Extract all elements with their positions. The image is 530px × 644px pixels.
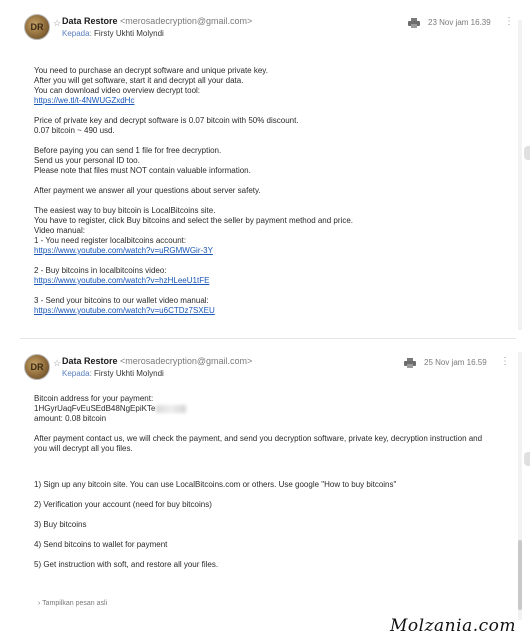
body-paragraph: [34, 146, 504, 176]
more-options-icon[interactable]: ⋮: [504, 16, 514, 27]
body-line: 0.07 bitcoin ~ 490 usd.: [34, 126, 115, 135]
body-line: Send us your personal ID too.: [34, 156, 140, 165]
step-text: 2) Verification your account (need for buy bitcoins): [34, 500, 212, 509]
body-line: you will decrypt all you files.: [34, 444, 133, 453]
body-line: Bitcoin address for your payment:: [34, 394, 154, 403]
recipient-name: Firsty Ukhti Molyndi: [94, 29, 164, 38]
message-header: [20, 8, 516, 42]
sender-email: <merosadecryption@gmail.com>: [120, 356, 253, 366]
recipient-line: [62, 29, 164, 38]
bitcoin-address[interactable]: 1HGyrUaqFvEuSEdB48NgEpiKTe: [34, 404, 156, 413]
step-text: 4) Send bitcoins to wallet for payment: [34, 540, 168, 549]
bitcoin-address-line: [34, 404, 504, 414]
youtube-link-register[interactable]: https://www.youtube.com/watch?v=uRGMWGir-3Y: [34, 246, 213, 255]
body-line: 2 - Buy bitcoins in localbitcoins video:: [34, 266, 167, 275]
recipient-name: Firsty Ukhti Molyndi: [94, 369, 164, 378]
body-line: Before paying you can send 1 file for free decryption.: [34, 146, 222, 155]
side-panel-handle[interactable]: [524, 452, 530, 466]
step-item: [34, 540, 504, 550]
step-item: [34, 560, 504, 570]
body-paragraph: [34, 296, 504, 316]
step-text: 3) Buy bitcoins: [34, 520, 87, 529]
sender-line: [62, 16, 252, 26]
show-original-link[interactable]: [38, 600, 107, 607]
body-paragraph: [34, 186, 504, 196]
scrollbar-track[interactable]: [518, 20, 522, 330]
sender-email: <merosadecryption@gmail.com>: [120, 16, 253, 26]
sender-line: [62, 356, 252, 366]
recipient-line: [62, 369, 164, 378]
email-message-1: [20, 8, 516, 330]
show-original-label: Tampilkan pesan asli: [42, 600, 108, 607]
body-line: 3 - Send your bitcoins to our wallet video manual:: [34, 296, 209, 305]
sender-avatar[interactable]: DR: [24, 354, 50, 380]
video-overview-link[interactable]: https://we.tl/t-4NWUGZxdHc: [34, 96, 135, 105]
step-item: [34, 520, 504, 530]
more-options-icon[interactable]: ⋮: [500, 356, 510, 367]
body-line: Video manual:: [34, 226, 85, 235]
side-panel-handle[interactable]: [524, 146, 530, 160]
body-line: The easiest way to buy bitcoin is LocalBitcoins site.: [34, 206, 216, 215]
scrollbar-thumb[interactable]: [518, 540, 522, 610]
message-date: 25 Nov jam 16.59: [424, 358, 487, 367]
sender-name[interactable]: Data Restore: [62, 16, 118, 26]
body-paragraph: [34, 116, 504, 136]
youtube-link-send[interactable]: https://www.youtube.com/watch?v=u6CTDz7SXEU: [34, 306, 215, 315]
body-line: You have to register, click Buy bitcoins and select the seller by payment method and price.: [34, 216, 353, 225]
body-line: After you will get software, start it and decrypt all your data.: [34, 76, 244, 85]
message-divider: [20, 338, 516, 339]
body-line: After payment contact us, we will check the payment, and send you decryption software, private key, decryption instruction and: [34, 434, 483, 443]
body-line: Please note that files must NOT contain valuable information.: [34, 166, 251, 175]
chevron-right-icon: ›: [38, 600, 41, 607]
body-line: You can download video overview decrypt tool:: [34, 86, 201, 95]
youtube-link-buy[interactable]: https://www.youtube.com/watch?v=hzHLeeU1tFE: [34, 276, 210, 285]
body-line: amount: 0.08 bitcoin: [34, 414, 107, 423]
message-body: [34, 66, 504, 326]
message-date: 23 Nov jam 16.39: [428, 18, 491, 27]
step-item: [34, 480, 504, 490]
print-icon[interactable]: [408, 18, 420, 28]
email-message-2: [20, 348, 516, 620]
redacted-blur: [156, 405, 186, 413]
message-body: [34, 394, 504, 580]
body-paragraph: [34, 206, 504, 256]
step-item: [34, 500, 504, 510]
body-paragraph: [34, 66, 504, 106]
body-paragraph: [34, 394, 504, 424]
recipient-label: Kepada:: [62, 29, 92, 38]
message-header: [20, 348, 516, 382]
star-icon[interactable]: ☆: [53, 18, 62, 28]
step-text: 5) Get instruction with soft, and restore all your files.: [34, 560, 219, 569]
sender-avatar[interactable]: DR: [24, 14, 50, 40]
sender-name[interactable]: Data Restore: [62, 356, 118, 366]
body-line: Price of private key and decrypt software is 0.07 bitcoin with 50% discount.: [34, 116, 299, 125]
print-icon[interactable]: [404, 358, 416, 368]
body-line: After payment we answer all your questions about server safety.: [34, 186, 261, 195]
body-line: 1 - You need register localbitcoins account:: [34, 236, 187, 245]
recipient-label: Kepada:: [62, 369, 92, 378]
body-paragraph: [34, 434, 504, 454]
watermark: Molzania.com: [390, 616, 516, 636]
body-paragraph: [34, 266, 504, 286]
step-text: 1) Sign up any bitcoin site. You can use LocalBitcoins.com or others. Use google "How to buy bitcoins": [34, 480, 397, 489]
body-line: You need to purchase an decrypt software and unique private key.: [34, 66, 268, 75]
star-icon[interactable]: ☆: [53, 358, 62, 368]
